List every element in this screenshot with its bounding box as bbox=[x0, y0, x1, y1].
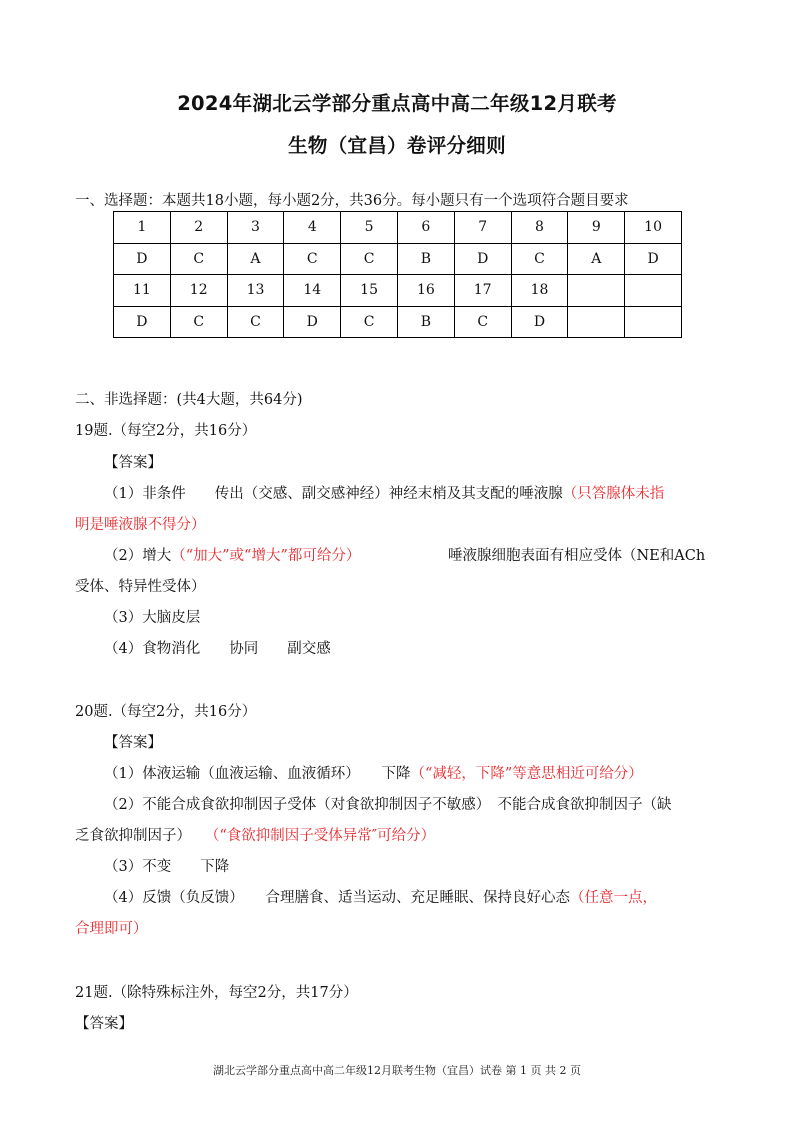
table-cell: 8 bbox=[511, 212, 568, 244]
table-cell bbox=[625, 275, 682, 307]
q19-answer-1-text: （1）非条件 传出（交感、副交感神经）神经末梢及其支配的唾液腺 bbox=[104, 486, 563, 502]
q20-answer-label: 【答案】 bbox=[104, 735, 162, 751]
q21-title: 21题.（除特殊标注外，每空2分，共17分） bbox=[75, 985, 358, 1001]
table-cell: 7 bbox=[454, 212, 511, 244]
q19-answer-4: （4）食物消化 协同 副交感 bbox=[104, 641, 331, 657]
table-cell: D bbox=[114, 306, 171, 338]
table-row bbox=[114, 212, 682, 244]
table-cell: 9 bbox=[568, 212, 625, 244]
q19-answer-1 bbox=[104, 482, 664, 503]
table-cell: A bbox=[568, 243, 625, 275]
table-cell: D bbox=[454, 243, 511, 275]
page-subtitle: 生物（宜昌）卷评分细则 bbox=[288, 134, 506, 157]
section2-heading: 二、非选择题：(共4大题，共64分) bbox=[75, 392, 303, 408]
q19-answer-1-note-cont: 明是唾液腺不得分） bbox=[75, 517, 206, 533]
table-cell: D bbox=[114, 243, 171, 275]
table-cell: C bbox=[341, 243, 398, 275]
section1-heading: 一、选择题：本题共18小题，每小题2分，共36分。每小题只有一个选项符合题目要求 bbox=[75, 193, 629, 209]
table-row bbox=[114, 275, 682, 307]
q20-answer-4-text: （4）反馈（负反馈） 合理膳食、适当运动、充足睡眠、保持良好心态 bbox=[104, 890, 570, 906]
q20-answer-2-cont bbox=[75, 824, 435, 845]
q20-answer-4-note: （任意一点， bbox=[569, 890, 657, 906]
answer-table bbox=[113, 211, 682, 338]
table-cell: A bbox=[227, 243, 284, 275]
table-cell: 3 bbox=[227, 212, 284, 244]
table-row bbox=[114, 306, 682, 338]
table-cell: 6 bbox=[397, 212, 454, 244]
table-cell: C bbox=[227, 306, 284, 338]
table-cell: 5 bbox=[341, 212, 398, 244]
page-footer: 湖北云学部分重点高中高二年级12月联考生物（宜昌）试卷 第 1 页 共 2 页 bbox=[213, 1064, 581, 1077]
q19-answer-2-tail: 唾液腺细胞表面有相应受体（NE和ACh bbox=[448, 548, 706, 564]
page-title: 2024年湖北云学部分重点高中高二年级12月联考 bbox=[177, 92, 617, 115]
table-cell: D bbox=[511, 306, 568, 338]
table-cell: C bbox=[511, 243, 568, 275]
q20-answer-4 bbox=[104, 886, 657, 907]
table-cell: 14 bbox=[284, 275, 341, 307]
table-cell: 10 bbox=[625, 212, 682, 244]
table-cell: B bbox=[397, 306, 454, 338]
table-cell: D bbox=[625, 243, 682, 275]
q19-answer-1-note: （只答腺体未指 bbox=[562, 486, 665, 502]
table-cell: C bbox=[170, 243, 227, 275]
table-cell bbox=[625, 306, 682, 338]
q19-answer-2 bbox=[104, 544, 360, 565]
table-cell: 16 bbox=[397, 275, 454, 307]
table-cell: C bbox=[341, 306, 398, 338]
table-cell bbox=[568, 275, 625, 307]
table-cell: D bbox=[284, 306, 341, 338]
q20-answer-2-cont-text: 乏食欲抑制因子） bbox=[75, 828, 191, 844]
q20-answer-2: （2）不能合成食欲抑制因子受体（对食欲抑制因子不敏感） 不能合成食欲抑制因子（缺 bbox=[104, 797, 672, 813]
q20-answer-4-note-cont: 合理即可） bbox=[75, 921, 148, 937]
table-row bbox=[114, 243, 682, 275]
q19-answer-2-tail-cont: 受体、特异性受体） bbox=[75, 579, 206, 595]
table-cell: 1 bbox=[114, 212, 171, 244]
q20-answer-3: （3）不变 下降 bbox=[104, 859, 230, 875]
table-cell: 18 bbox=[511, 275, 568, 307]
q21-answer-label: 【答案】 bbox=[75, 1016, 133, 1032]
table-cell bbox=[568, 306, 625, 338]
q20-answer-1-note: （“减轻，下降”等意思相近可给分） bbox=[410, 766, 643, 782]
table-cell: C bbox=[170, 306, 227, 338]
q19-title: 19题.（每空2分，共16分） bbox=[75, 423, 257, 439]
q20-answer-2-note: （“食欲抑制因子受体异常″可给分） bbox=[204, 828, 436, 844]
table-cell: 4 bbox=[284, 212, 341, 244]
q20-title: 20题.（每空2分，共16分） bbox=[75, 704, 257, 720]
table-cell: B bbox=[397, 243, 454, 275]
q19-answer-label: 【答案】 bbox=[104, 455, 162, 471]
table-cell: 11 bbox=[114, 275, 171, 307]
q20-answer-1 bbox=[104, 762, 643, 783]
q19-answer-2-text: （2）增大 bbox=[104, 548, 172, 564]
table-cell: 13 bbox=[227, 275, 284, 307]
table-cell: 2 bbox=[170, 212, 227, 244]
q19-answer-3: （3）大脑皮层 bbox=[104, 610, 201, 626]
table-cell: 12 bbox=[170, 275, 227, 307]
q19-answer-2-note: （“加大”或“增大”都可给分） bbox=[171, 548, 361, 564]
table-cell: C bbox=[454, 306, 511, 338]
table-cell: 15 bbox=[341, 275, 398, 307]
table-cell: C bbox=[284, 243, 341, 275]
q20-answer-1-text: （1）体液运输（血液运输、血液循环） 下降 bbox=[104, 766, 411, 782]
table-cell: 17 bbox=[454, 275, 511, 307]
